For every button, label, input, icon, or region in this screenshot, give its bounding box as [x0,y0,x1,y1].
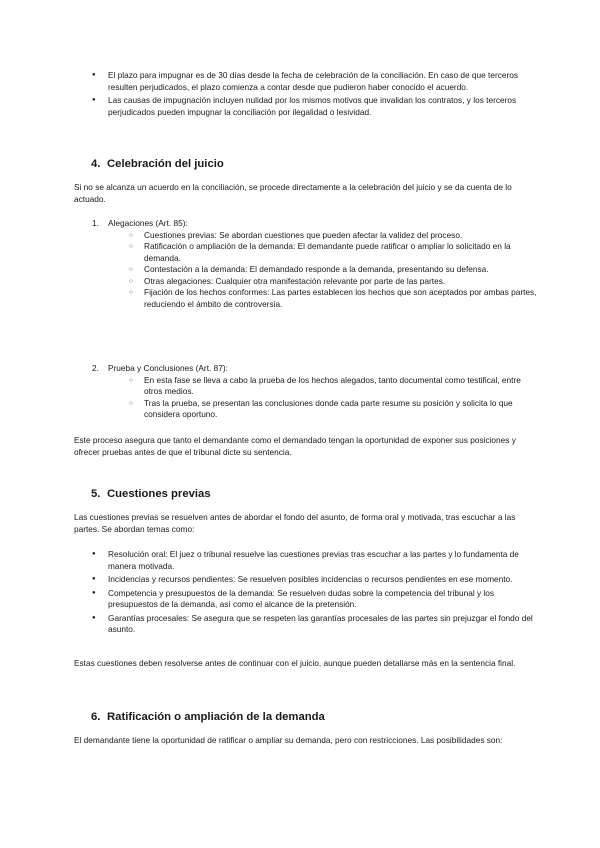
list-item: ○ Otras alegaciones: Cualquier otra manifestación relevante por parte de las partes. [129,276,537,288]
section-5-closing: Estas cuestiones deben resolverse antes de continuar con el juicio, aunque pueden detallarse más en la sentencia final. [74,658,516,668]
list-item: ● Incidencias y recursos pendientes: Se resuelven posibles incidencias o recursos pendientes en ese momento. [92,574,537,586]
list-item: ● El plazo para impugnar es de 30 días desde la fecha de celebración de la conciliación. En caso de que terceros resulten perjudicados, el plazo comienza a contar desde que pudieron haber conocido el acuerdo. [92,70,537,93]
list-item: ○ En esta fase se lleva a cabo la prueba de los hechos alegados, tanto documental como testifical, entre otros medios. [129,375,537,398]
list-item: ○ Ratificación o ampliación de la demanda: El demandante puede ratificar o ampliar lo solicitado en la demanda. [129,241,537,264]
list-item: ● Resolución oral: El juez o tribunal resuelve las cuestiones previas tras escuchar a las partes y lo fundamenta de manera motivada. [92,549,537,572]
list-item: ○ Tras la prueba, se presentan las conclusiones donde cada parte resume su posición y solicita lo que considera oportuno. [129,398,537,421]
section-4-intro: Si no se alcanza un acuerdo en la conciliación, se procede directamente a la celebración del juicio y se da cuenta de lo actuado. [74,182,512,204]
section-title: Ratificación o ampliación de la demanda [107,711,325,723]
section-6-heading [91,710,325,724]
list-item: ○ Contestación a la demanda: El demandado responde a la demanda, presentando su defensa. [129,264,537,276]
section-number: 5. [91,488,101,500]
numbered-item-title [92,363,537,375]
section-4-closing: Este proceso asegura que tanto el demandante como el demandado tengan la oportunidad de exponer sus posiciones y ofrecer pruebas antes de que el tribunal dicte su sentencia. [74,435,516,457]
list-item: ● Competencia y presupuestos de la demanda: Se resuelven dudas sobre la competencia del tribunal y los presupuestos de la demanda, así como el alcance de la pretensión. [92,588,537,611]
item-title: Alegaciones (Art. 85): [108,218,188,228]
section-5-heading [91,487,211,501]
section-4-heading [91,157,224,171]
item-number: 2. [92,363,99,373]
section-title: Celebración del juicio [107,158,224,170]
section-number: 4. [91,158,101,170]
list-item: ● Las causas de impugnación incluyen nulidad por los mismos motivos que invalidan los contratos, y los terceros perjudicados pueden impugnar la conciliación por ilegalidad o lesividad. [92,95,537,118]
list-item: ● Garantías procesales: Se asegura que se respeten las garantías procesales de las partes sin prejuzgar el fondo del asunto. [92,613,537,636]
section-number: 6. [91,711,101,723]
numbered-item-alegaciones [92,218,537,310]
item-title: Prueba y Conclusiones (Art. 87): [108,363,228,373]
numbered-item-title [92,218,537,230]
numbered-item-prueba [92,363,537,421]
list-item: ○ Fijación de los hechos conformes: Las partes establecen los hechos que son aceptados por ambas partes, reduciendo el ámbito de controversia. [129,287,537,310]
section-title: Cuestiones previas [107,488,211,500]
item-number: 1. [92,218,99,228]
cuestiones-bullet-list [92,549,537,638]
impugnation-bullet-list [92,70,537,120]
section-5-intro: Las cuestiones previas se resuelven antes de abordar el fondo del asunto, de forma oral y motivada, tras escuchar a las partes. Se abordan temas como: [74,512,516,534]
alegaciones-sub-list [92,230,537,311]
section-6-intro: El demandante tiene la oportunidad de ratificar o ampliar su demanda, pero con restricciones. Las posibilidades son: [74,735,503,745]
prueba-sub-list [92,375,537,421]
list-item: ○ Cuestiones previas: Se abordan cuestiones que pueden afectar la validez del proceso. [129,230,537,242]
